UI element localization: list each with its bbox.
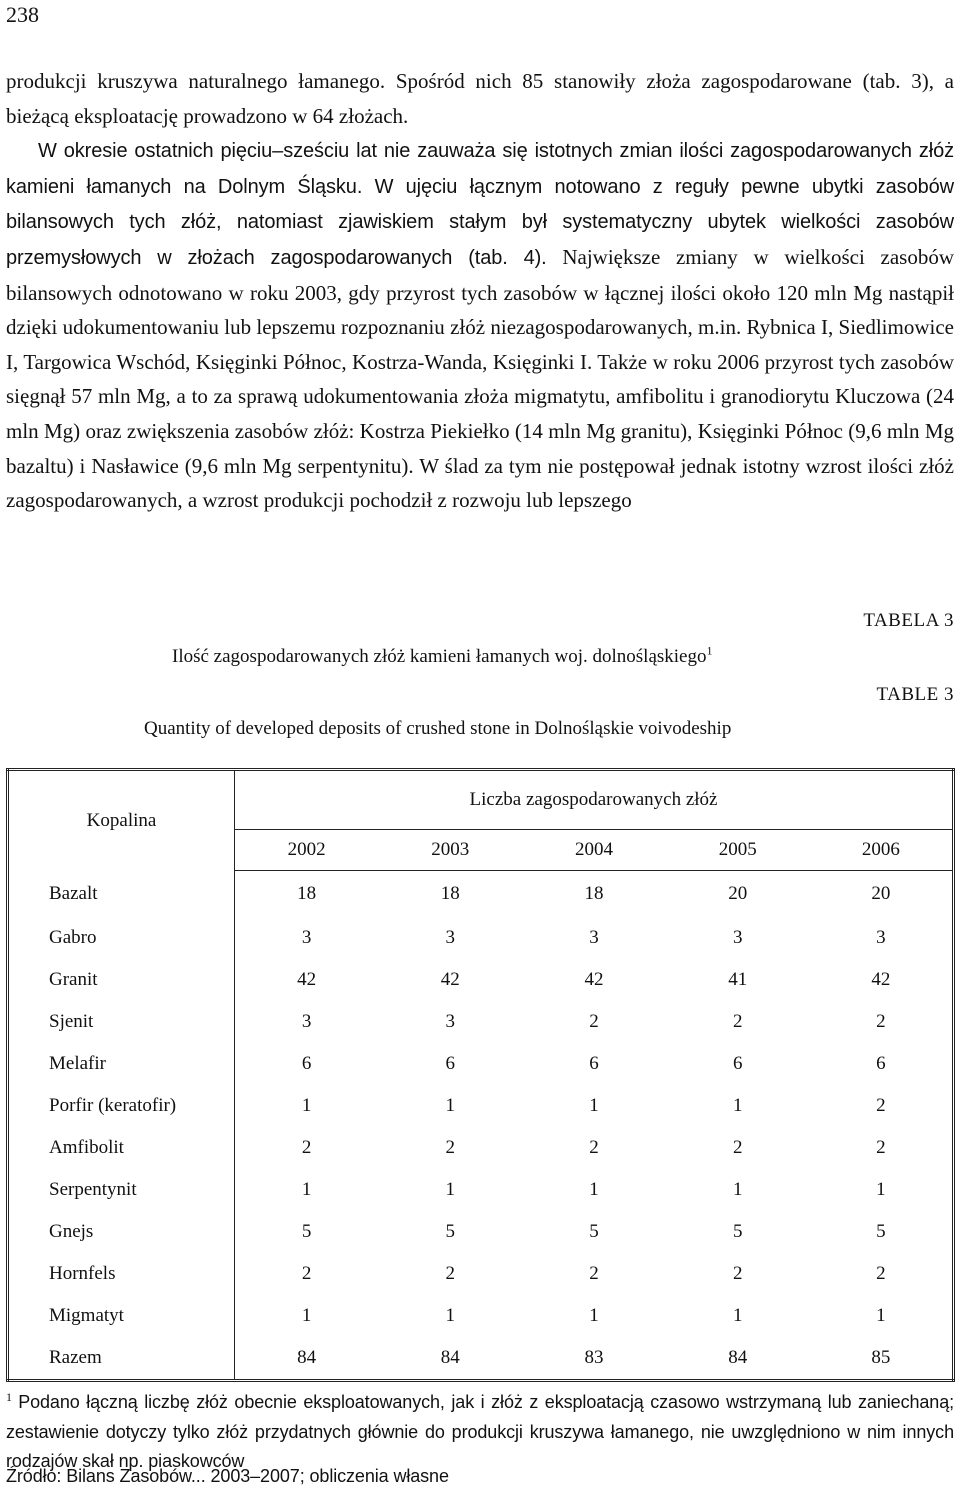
row-value: 2 <box>733 1137 743 1158</box>
header-year: 2004 <box>522 830 666 871</box>
row-value: 3 <box>589 927 599 948</box>
table-row <box>8 917 954 959</box>
row-value: 18 <box>584 883 604 904</box>
row-value: 5 <box>589 1221 599 1242</box>
row-value: 1 <box>589 1305 599 1326</box>
row-mineral-name: Gabro <box>8 917 235 959</box>
row-value: 3 <box>876 927 886 948</box>
row-value: 84 <box>728 1347 748 1368</box>
row-value: 2 <box>589 1011 599 1032</box>
header-year: 2005 <box>666 830 810 871</box>
row-mineral-name: Amfibolit <box>8 1127 235 1169</box>
table-row <box>8 1337 954 1381</box>
row-value: 6 <box>589 1053 599 1074</box>
header-year: 2003 <box>378 830 522 871</box>
table-label-en: TABLE 3 <box>876 684 954 705</box>
row-mineral-name: Granit <box>8 959 235 1001</box>
row-value: 2 <box>876 1137 886 1158</box>
header-year: 2002 <box>235 830 379 871</box>
row-value: 5 <box>445 1221 455 1242</box>
row-mineral-name: Bazalt <box>8 871 235 918</box>
row-value: 18 <box>440 883 460 904</box>
paragraph-2-serif-text: Największe zmiany w wielkości zasobów bilansowych odnotowano w roku 2003, gdy przyrost tych zasobów w łącznej ilości około 120 mln Mg nastąpił dzięki udokumentowaniu lub lepszemu rozpoznaniu złóż niezagospodarowanych, m.in. Rybnica I, Siedlimowice I, Targowica Wschód, Księginki Północ, Kostrza-Wanda, Księginki I. Także w roku 2006 przyrost tych zasobów sięgnął 57 mln Mg, a to za sprawą udokumentowania złoża migmatytu, amfibolitu i granodiorytu Kluczowa (24 mln Mg) oraz zwiększenia zasobów złóż: Kostrza Piekiełko (14 mln Mg granitu), Księginki Północ (9,6 mln Mg bazaltu) i Nasławice (9,6 mln Mg serpentynitu). W ślad za tym nie postępował jednak istotny wzrost ilości złóż zagospodarowanych, a wzrost produkcji pochodził z rozwoju lub lepszego <box>6 244 954 513</box>
row-value: 2 <box>733 1263 743 1284</box>
row-value: 3 <box>445 927 455 948</box>
row-value: 18 <box>297 883 317 904</box>
row-value: 42 <box>297 969 317 990</box>
paragraph-1-text: produkcji kruszywa naturalnego łamanego. Spośród nich 85 stanowiły złoża zagospodarowane (tab. 3), a bieżącą eksploatację prowadzono w 64 złożach. <box>6 69 954 128</box>
row-value: 6 <box>301 1053 312 1074</box>
row-value: 42 <box>584 969 604 990</box>
row-mineral-name: Sjenit <box>8 1001 235 1043</box>
row-mineral-name: Gnejs <box>8 1211 235 1253</box>
table-row <box>8 871 954 918</box>
table-body <box>8 871 954 1381</box>
row-value: 3 <box>301 927 312 948</box>
row-value: 2 <box>876 1095 886 1116</box>
header-deposit-count: Liczba zagospodarowanych złóż <box>235 770 954 830</box>
page-number: 238 <box>6 2 39 27</box>
row-value: 2 <box>445 1263 455 1284</box>
table-row <box>8 959 954 1001</box>
table-title-pl <box>172 643 713 668</box>
paragraph-2 <box>6 133 954 518</box>
row-value: 84 <box>440 1347 460 1368</box>
table-title-pl-text: Ilość zagospodarowanych złóż kamieni łamanych woj. dolnośląskiego <box>172 646 707 667</box>
table-row <box>8 1001 954 1043</box>
table-row <box>8 1211 954 1253</box>
table-row <box>8 1169 954 1211</box>
table-row <box>8 1085 954 1127</box>
row-value: 84 <box>297 1347 317 1368</box>
header-mineral: Kopalina <box>8 770 235 871</box>
row-value: 1 <box>733 1305 743 1326</box>
deposits-table <box>6 768 955 1382</box>
table-row <box>8 1043 954 1085</box>
footnote-marker: 1 <box>6 1390 12 1404</box>
row-value: 3 <box>445 1011 455 1032</box>
row-mineral-name: Melafir <box>8 1043 235 1085</box>
row-mineral-name: Migmatyt <box>8 1295 235 1337</box>
row-value: 1 <box>445 1305 455 1326</box>
row-value: 2 <box>733 1011 743 1032</box>
table-row <box>8 1127 954 1169</box>
paragraph-1 <box>6 64 954 133</box>
table-label-pl: TABELA 3 <box>863 610 954 631</box>
row-value: 1 <box>301 1095 312 1116</box>
row-value: 3 <box>733 927 743 948</box>
row-value: 1 <box>876 1305 886 1326</box>
row-value: 1 <box>301 1179 312 1200</box>
row-value: 2 <box>589 1263 599 1284</box>
row-value: 5 <box>876 1221 886 1242</box>
row-value: 1 <box>876 1179 886 1200</box>
paragraph-2-sans-text: W okresie ostatnich pięciu–sześciu lat nie zauważa się istotnych zmian ilości zagospodarowanych złóż kamieni łamanych na Dolnym Śląsku. W ujęciu łącznym notowano z reguły pewne ubytki zasobów bilansowych tych złóż, natomiast zjawiskiem stałym był systematyczny ubytek wielkości zasobów przemysłowych w złożach zagospodarowanych (tab. 4). <box>6 140 954 269</box>
table-row <box>8 1295 954 1337</box>
row-value: 1 <box>445 1095 455 1116</box>
row-value: 1 <box>733 1179 743 1200</box>
row-mineral-name: Hornfels <box>8 1253 235 1295</box>
row-value: 42 <box>871 969 891 990</box>
table-row <box>8 1253 954 1295</box>
row-value: 41 <box>728 969 748 990</box>
table-title-en: Quantity of developed deposits of crushed stone in Dolnośląskie voivodeship <box>144 718 732 739</box>
row-value: 2 <box>589 1137 599 1158</box>
row-value: 85 <box>871 1347 891 1368</box>
row-value: 42 <box>440 969 460 990</box>
row-value: 3 <box>301 1011 312 1032</box>
table-title-pl-footnote-mark: 1 <box>706 643 713 658</box>
row-value: 1 <box>733 1095 743 1116</box>
row-value: 2 <box>301 1137 312 1158</box>
row-value: 1 <box>589 1179 599 1200</box>
row-value: 6 <box>445 1053 455 1074</box>
row-value: 1 <box>589 1095 599 1116</box>
row-value: 20 <box>728 883 748 904</box>
row-mineral-name: Serpentynit <box>8 1169 235 1211</box>
row-value: 5 <box>301 1221 312 1242</box>
row-value: 1 <box>301 1305 312 1326</box>
header-year: 2006 <box>810 830 954 871</box>
row-value: 6 <box>733 1053 743 1074</box>
row-value: 2 <box>876 1263 886 1284</box>
footnote <box>6 1388 954 1477</box>
row-mineral-name: Razem <box>8 1337 235 1381</box>
row-value: 20 <box>871 883 891 904</box>
row-value: 2 <box>876 1011 886 1032</box>
row-value: 5 <box>733 1221 743 1242</box>
row-value: 1 <box>445 1179 455 1200</box>
row-value: 6 <box>876 1053 886 1074</box>
body-text <box>6 64 954 518</box>
row-mineral-name: Porfir (keratofir) <box>8 1085 235 1127</box>
footnote-text: Podano łączną liczbę złóż obecnie eksploatowanych, jak i złóż z eksploatacją czasowo wstrzymaną lub zaniechaną; zestawienie dotyczy tylko złóż przydatnych głównie do produkcji kruszywa łamanego, nie uwzględniono w nim innych rodzajów skał np. piaskowców <box>6 1392 955 1471</box>
row-value: 2 <box>445 1137 455 1158</box>
row-value: 83 <box>584 1347 604 1368</box>
row-value: 2 <box>301 1263 312 1284</box>
source-note: Źródło: Bilans Zasobów... 2003–2007; obliczenia własne <box>6 1466 449 1486</box>
